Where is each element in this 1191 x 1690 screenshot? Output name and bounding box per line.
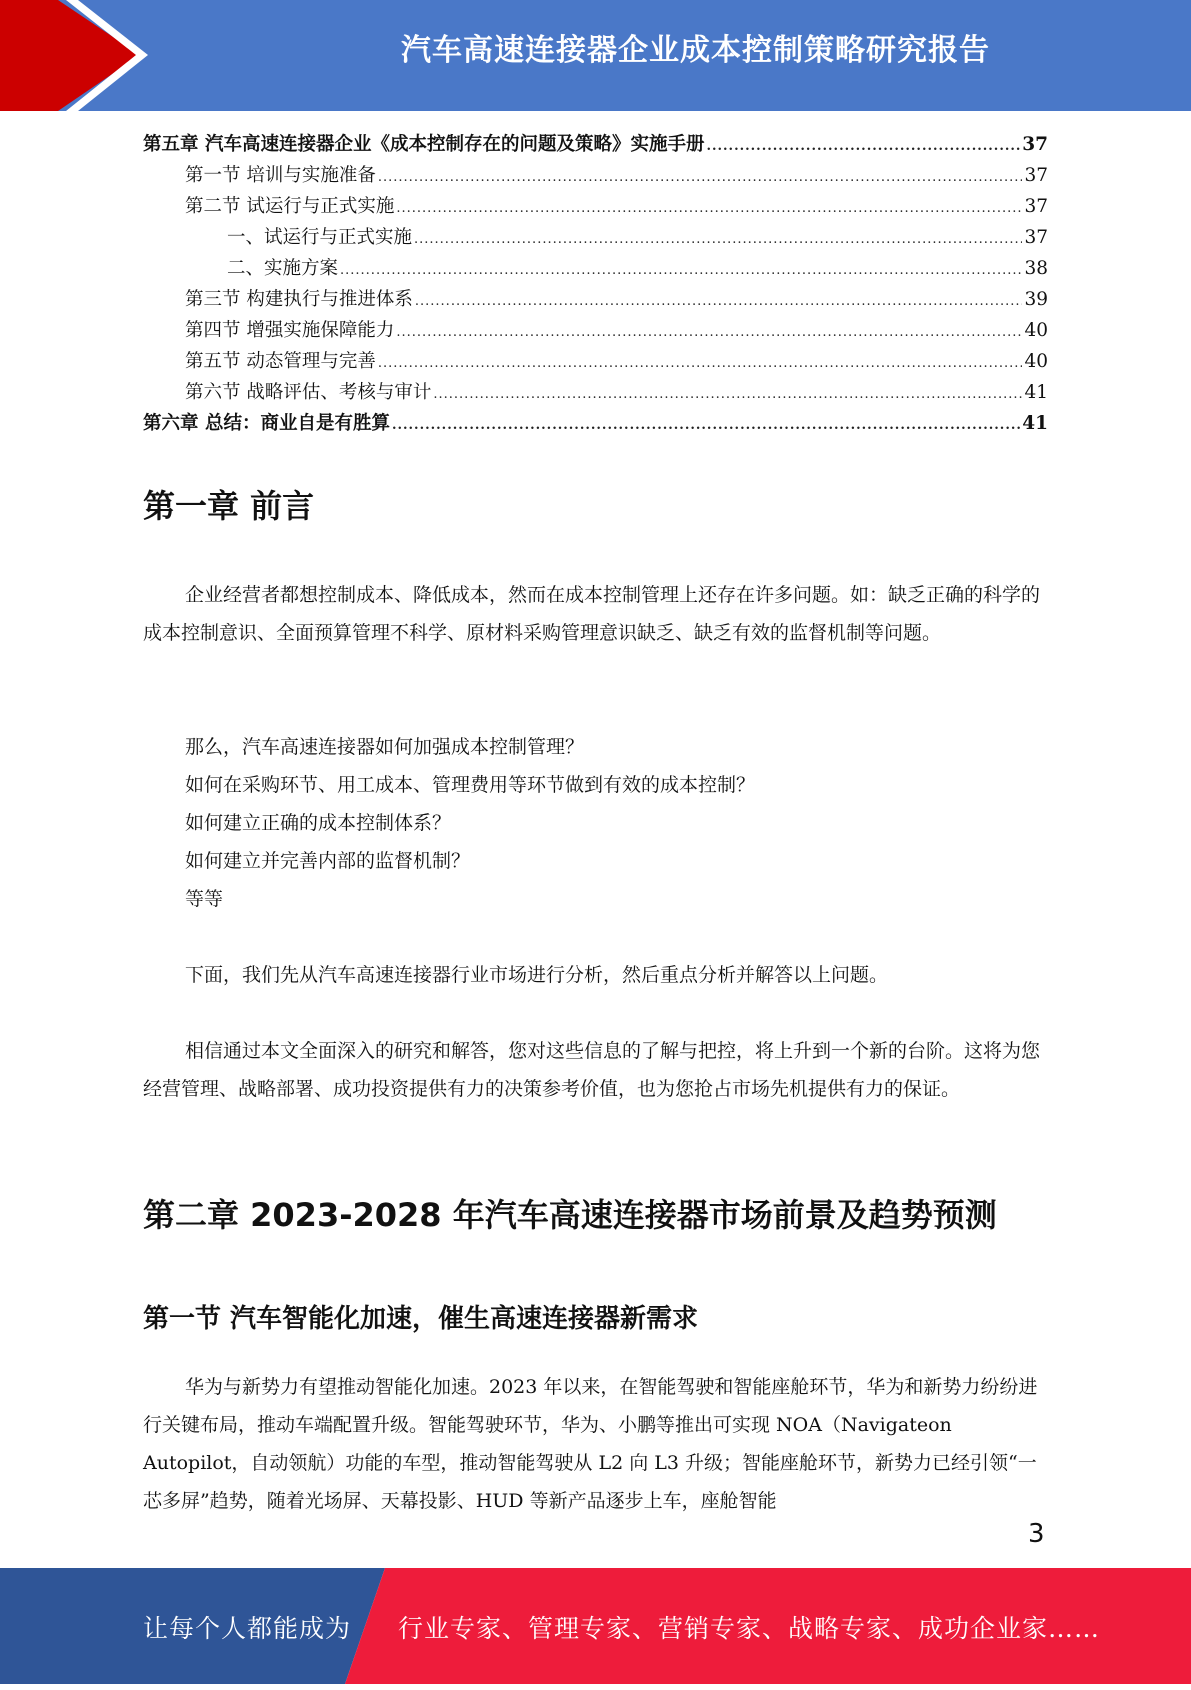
toc-leader-dots: [433, 379, 1022, 410]
chapter-1-paragraph: 下面，我们先从汽车高速连接器行业市场进行分析，然后重点分析并解答以上问题。: [185, 964, 889, 986]
toc-entry-title: 第五章 汽车高速连接器企业《成本控制存在的问题及策略》实施手册: [143, 134, 705, 155]
toc-entry-title: 一、试运行与正式实施: [227, 227, 413, 248]
footer-slogan-right: 行业专家、管理专家、营销专家、战略专家、成功企业家……: [398, 1614, 1101, 1643]
toc-entry-title: 第六节 战略评估、考核与审计: [185, 382, 432, 403]
toc-leader-dots: [414, 224, 1022, 255]
chapter-1-intro: 企业经营者都想控制成本、降低成本，然而在成本控制管理上还存在许多问题。如：缺乏正确的科学的成本控制意识、全面预算管理不科学、原材料采购管理意识缺乏、缺乏有效的监督机制等问题。: [143, 584, 1041, 644]
question-line: 如何建立并完善内部的监督机制？: [185, 850, 471, 872]
toc-entry[interactable]: [143, 160, 1048, 191]
table-of-contents: [143, 129, 1048, 439]
toc-entry-page: 39: [1024, 289, 1048, 310]
page-header: [0, 0, 1191, 111]
toc-entry[interactable]: [143, 191, 1048, 222]
toc-leader-dots: [415, 286, 1023, 317]
page-footer: [0, 1568, 1191, 1684]
toc-leader-dots: [396, 317, 1022, 348]
toc-leader-dots: [340, 255, 1022, 286]
toc-entry-title: 第六章 总结：商业自是有胜算: [143, 413, 390, 434]
report-title: 汽车高速连接器企业成本控制策略研究报告: [401, 33, 990, 68]
toc-entry-title: 第一节 培训与实施准备: [185, 165, 376, 186]
section-paragraph: 华为与新势力有望推动智能化加速。2023 年以来，在智能驾驶和智能座舱环节，华为和新势力纷纷进行关键布局，推动车端配置升级。智能驾驶环节，华为、小鹏等推出可实现 NOA（Navigateon Autopilot，自动领航）功能的车型，推动智能驾驶从 L2 向 L3 升级；智能座舱环节，新势力已经引领“一芯多屏”趋势，随着光场屏、天幕投影、HUD 等新产品逐步上车，座舱智能: [143, 1376, 1038, 1512]
toc-entry-page: 37: [1024, 227, 1048, 248]
toc-entry[interactable]: [143, 129, 1048, 160]
toc-entry-title: 二、实施方案: [227, 258, 339, 279]
toc-entry-title: 第三节 构建执行与推进体系: [185, 289, 413, 310]
toc-entry-title: 第四节 增强实施保障能力: [185, 320, 395, 341]
toc-entry-page: 37: [1024, 165, 1048, 186]
toc-entry[interactable]: [143, 346, 1048, 377]
page-number: 3: [1028, 1519, 1045, 1549]
toc-entry-page: 40: [1024, 320, 1048, 341]
toc-entry[interactable]: [143, 408, 1048, 439]
toc-entry-title: 第五节 动态管理与完善: [185, 351, 376, 372]
toc-entry-page: 40: [1024, 351, 1048, 372]
toc-entry-page: 37: [1022, 134, 1048, 155]
toc-entry[interactable]: [143, 222, 1048, 253]
chapter-1-paragraph: 相信通过本文全面深入的研究和解答，您对这些信息的了解与把控，将上升到一个新的台阶。这将为您经营管理、战略部署、成功投资提供有力的决策参考价值，也为您抢占市场先机提供有力的保证。: [143, 1040, 1041, 1100]
toc-entry-page: 37: [1024, 196, 1048, 217]
question-line: 那么，汽车高速连接器如何加强成本控制管理？: [185, 736, 585, 758]
toc-entry[interactable]: [143, 377, 1048, 408]
toc-entry[interactable]: [143, 253, 1048, 284]
toc-leader-dots: [396, 193, 1022, 224]
question-line: 等等: [185, 888, 224, 910]
toc-entry-page: 38: [1024, 258, 1048, 279]
header-red-arrow: [0, 0, 150, 111]
toc-entry[interactable]: [143, 315, 1048, 346]
toc-leader-dots: [378, 162, 1023, 193]
question-line: 如何建立正确的成本控制体系？: [185, 812, 452, 834]
toc-entry-page: 41: [1022, 413, 1048, 434]
toc-leader-dots: [706, 131, 1020, 162]
chapter-1-heading: 第一章 前言: [143, 487, 315, 525]
toc-leader-dots: [392, 410, 1020, 441]
question-line: 如何在采购环节、用工成本、管理费用等环节做到有效的成本控制？: [185, 774, 756, 796]
section-heading: 第一节 汽车智能化加速，催生高速连接器新需求: [143, 1304, 699, 1334]
toc-entry-page: 41: [1024, 382, 1048, 403]
footer-slogan-left: 让每个人都能成为: [143, 1614, 352, 1643]
chapter-2-heading: 第二章 2023-2028 年汽车高速连接器市场前景及趋势预测: [143, 1196, 997, 1234]
toc-leader-dots: [378, 348, 1023, 379]
toc-entry[interactable]: [143, 284, 1048, 315]
toc-entry-title: 第二节 试运行与正式实施: [185, 196, 395, 217]
